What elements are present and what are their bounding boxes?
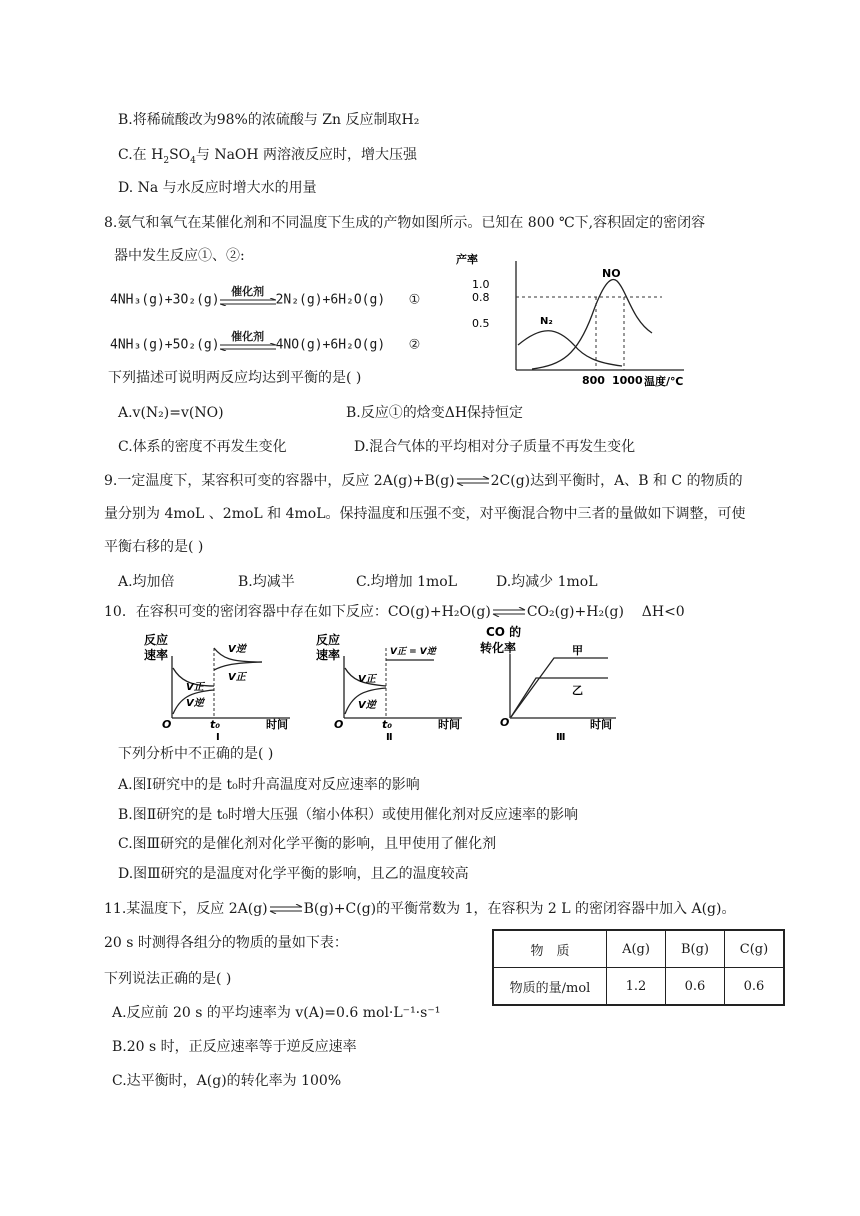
- table-cell: 0.6: [725, 968, 785, 1006]
- svg-text:V正 = V逆: V正 = V逆: [390, 647, 436, 657]
- q8-question: 下列描述可说明两反应均达到平衡的是( ): [108, 370, 362, 386]
- table-cell: 0.6: [666, 968, 725, 1006]
- curve-label-n2: N₂: [540, 316, 553, 327]
- q8-reaction-1: 4NH₃(g)+3O₂(g) 催化剂 2N₂(g)+6H₂O(g) ①: [110, 290, 420, 311]
- svg-text:Ⅱ: Ⅱ: [386, 732, 393, 740]
- q9-option-a: A.均加倍: [118, 574, 175, 590]
- q11-option-b: B.20 s 时，正反应速率等于逆反应速率: [112, 1039, 357, 1055]
- y-tick: 0.8: [472, 291, 490, 304]
- q11-stem: 11.某温度下，反应 2A(g) B(g)+C(g)的平衡常数为 1，在容积为 2 L 的密闭容器中加入 A(g)。: [104, 901, 736, 917]
- svg-text:Ⅰ: Ⅰ: [216, 732, 220, 740]
- q7-option-d: D. Na 与水反应时增大水的用量: [118, 180, 317, 196]
- svg-text:V逆: V逆: [358, 700, 376, 711]
- q9-option-d: D.均减少 1moL: [496, 574, 598, 590]
- q10-question: 下列分析中不正确的是( ): [118, 746, 274, 762]
- q8-option-b: B.反应①的焓变ΔH保持恒定: [346, 405, 524, 421]
- q11-option-a: A.反应前 20 s 的平均速率为 v(A)=0.6 mol·L⁻¹·s⁻¹: [112, 1005, 441, 1021]
- q10-graph-2: [312, 628, 472, 740]
- table-row-label: 物质的量/mol: [493, 968, 607, 1006]
- table-cell: 1.2: [607, 968, 666, 1006]
- q9-option-b: B.均减半: [238, 574, 295, 590]
- q10-option-c: C.图Ⅲ研究的是催化剂对化学平衡的影响，且甲使用了催化剂: [118, 836, 497, 852]
- svg-text:V正: V正: [186, 682, 204, 693]
- equilibrium-arrow-icon: [268, 904, 304, 914]
- equilibrium-arrow-icon: [491, 607, 527, 617]
- svg-text:甲: 甲: [572, 644, 583, 657]
- x-tick: 800: [582, 374, 605, 387]
- graph-xlabel: 温度/℃: [644, 375, 684, 388]
- q8-yield-graph: [452, 245, 702, 390]
- svg-text:t₀: t₀: [210, 718, 221, 731]
- q8-stem-line2: 器中发生反应①、②:: [114, 248, 245, 264]
- q8-option-d: D.混合气体的平均相对分子质量不再发生变化: [354, 439, 636, 455]
- q9-stem-line1: 9.一定温度下，某容积可变的容器中，反应 2A(g)+B(g) 2C(g)达到平衡时，A、B 和 C 的物质的: [104, 473, 743, 489]
- svg-text:O: O: [162, 718, 172, 731]
- equilibrium-arrow-icon: 催化剂: [220, 290, 276, 310]
- svg-text:V逆: V逆: [186, 698, 204, 709]
- table-row: [493, 968, 784, 1006]
- table-header-cell: B(g): [666, 930, 725, 968]
- table-header-cell: 物 质: [493, 930, 607, 968]
- svg-text:V正: V正: [228, 672, 246, 683]
- q8-stem-line1: 8.氨气和氧气在某催化剂和不同温度下生成的产物如图所示。已知在 800 ℃下,容积固定的密闭容: [104, 215, 706, 231]
- y-tick: 0.5: [472, 317, 490, 330]
- equilibrium-arrow-icon: 催化剂: [220, 335, 276, 355]
- equilibrium-arrow-icon: [455, 476, 491, 486]
- table-row: [493, 930, 784, 968]
- svg-text:V逆: V逆: [228, 644, 246, 655]
- q7-option-c: C.在 $H_2SO_4$与 NaOH 两溶液反应时，增大压强: [118, 147, 418, 166]
- svg-text:反应: 反应: [316, 633, 341, 647]
- q10-graph-3: [476, 622, 626, 740]
- q10-option-b: B.图Ⅱ研究的是 t₀时增大压强（缩小体积）或使用催化剂对反应速率的影响: [118, 807, 578, 823]
- table-header-cell: A(g): [607, 930, 666, 968]
- x-tick: 1000: [612, 374, 643, 387]
- q9-stem-line2: 量分别为 4moL 、2moL 和 4moL。保持温度和压强不变，对平衡混合物中三者的量做如下调整，可使: [104, 506, 746, 522]
- table-header-cell: C(g): [725, 930, 785, 968]
- svg-text:速率: 速率: [316, 648, 341, 662]
- q7-option-b: B.将稀硫酸改为98%的浓硫酸与 Zn 反应制取H₂: [118, 112, 420, 128]
- n2-curve: [518, 331, 622, 366]
- q9-stem-line3: 平衡右移的是( ): [104, 539, 204, 555]
- q8-option-c: C.体系的密度不再发生变化: [118, 439, 287, 455]
- q11-stem-line2: 20 s 时测得各组分的物质的量如下表：: [104, 935, 348, 951]
- svg-text:速率: 速率: [144, 648, 169, 662]
- q10-stem: 10．在容积可变的密闭容器中存在如下反应：CO(g)+H₂O(g) CO₂(g)+H₂(g) ΔH<0: [104, 604, 685, 620]
- svg-text:O: O: [500, 716, 510, 729]
- y-tick: 1.0: [472, 278, 490, 291]
- q11-option-c: C.达平衡时，A(g)的转化率为 100%: [112, 1073, 342, 1089]
- q8-reaction-2: 4NH₃(g)+5O₂(g) 催化剂 4NO(g)+6H₂O(g) ②: [110, 335, 420, 356]
- q8-option-a: A.v(N₂)=v(NO): [118, 405, 224, 421]
- svg-text:O: O: [334, 718, 344, 731]
- svg-text:V正: V正: [358, 674, 376, 685]
- svg-text:t₀: t₀: [382, 718, 393, 731]
- svg-text:时间: 时间: [438, 718, 460, 731]
- curve-jia: [511, 658, 608, 717]
- svg-text:CO 的: CO 的: [486, 625, 522, 639]
- svg-text:时间: 时间: [266, 718, 288, 731]
- svg-text:反应: 反应: [144, 633, 169, 647]
- svg-text:转化率: 转化率: [480, 641, 517, 655]
- q9-option-c: C.均增加 1moL: [356, 574, 458, 590]
- v-forward-after: [214, 662, 262, 670]
- curve-label-no: NO: [602, 267, 621, 280]
- q10-option-d: D.图Ⅲ研究的是温度对化学平衡的影响，且乙的温度较高: [118, 866, 469, 882]
- q10-graph-1: [140, 628, 300, 740]
- q10-option-a: A.图Ⅰ研究中的是 t₀时升高温度对反应速率的影响: [118, 777, 420, 793]
- svg-text:乙: 乙: [572, 684, 583, 697]
- svg-text:Ⅲ: Ⅲ: [556, 732, 566, 740]
- q11-question: 下列说法正确的是( ): [104, 971, 232, 987]
- q11-amount-table: [492, 929, 785, 1006]
- graph-ylabel: 产率: [456, 253, 478, 266]
- svg-text:时间: 时间: [590, 718, 612, 731]
